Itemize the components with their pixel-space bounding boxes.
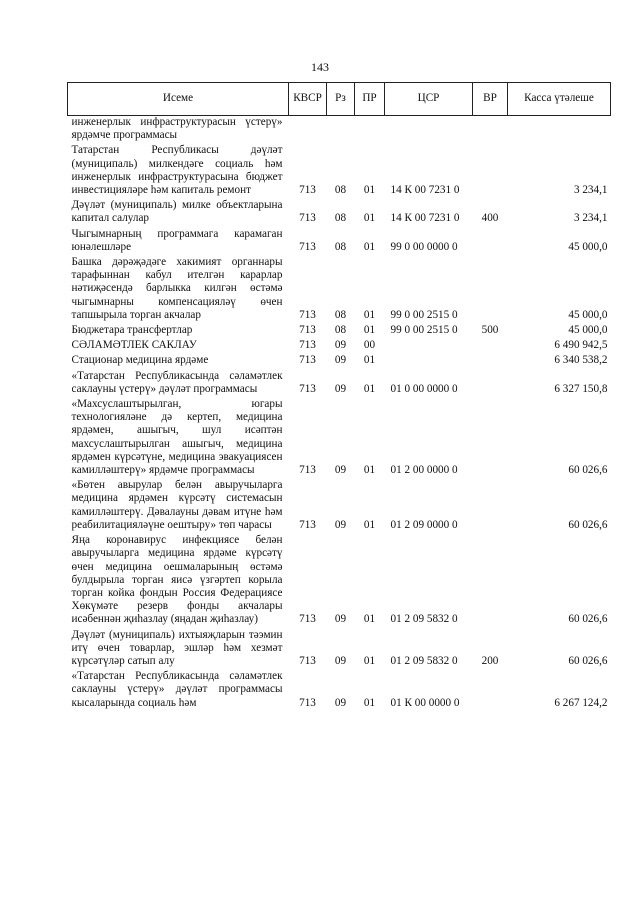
table-row: [68, 629, 611, 671]
row-kvsr: 713: [299, 184, 316, 197]
row-pr: 01: [363, 308, 376, 321]
row-csr: [385, 116, 473, 145]
row-csr: 14 К 00 7231 0: [390, 184, 460, 197]
table-row: [68, 354, 611, 369]
row-kvsr: 713: [299, 518, 316, 531]
row-kvsr: 713: [299, 696, 316, 709]
table-row: [68, 398, 611, 479]
row-sum: 45 000,0: [568, 324, 608, 337]
row-vr: 200: [481, 654, 499, 667]
row-kvsr: [289, 116, 327, 145]
table-row: [68, 670, 611, 712]
row-csr: 99 0 00 2515 0: [390, 308, 458, 321]
table-row: [68, 370, 611, 398]
row-csr: 99 0 00 0000 0: [390, 240, 458, 253]
row-pr: 01: [363, 212, 376, 225]
row-vr: [473, 398, 508, 479]
row-name: Дәүләт (муниципаль) ихтыяҗларын тәэмин итү өчен товарлар, эшләр һәм хезмәт күрсәтүләр сатып алу: [71, 628, 283, 667]
table-row: [68, 256, 611, 324]
row-rz: 09: [334, 354, 347, 367]
header-rz: Рз: [327, 83, 355, 116]
row-sum: 3 234,1: [573, 212, 608, 225]
row-kvsr: 713: [299, 339, 316, 352]
row-vr: [473, 339, 508, 354]
row-rz: 08: [334, 184, 347, 197]
row-rz: 08: [334, 240, 347, 253]
row-csr: 01 2 09 5832 0: [390, 613, 458, 626]
table-header-row: [68, 83, 611, 116]
row-pr: 01: [363, 696, 376, 709]
row-vr: 500: [481, 324, 499, 337]
row-csr: 14 К 00 7231 0: [390, 212, 460, 225]
table-row: [68, 199, 611, 227]
row-rz: 09: [334, 696, 347, 709]
row-sum: 6 490 942,5: [554, 339, 608, 352]
row-csr: [385, 354, 473, 369]
row-name: Башка дәрәҗәдәге хакимият органнары тарафыннан кабул ителгән карарлар нәтиҗәсендә барлыкка килгән өстәмә чыгымнарны компенсацияләү өчен тапшырыла торган акчалар: [71, 256, 283, 321]
row-csr: [385, 339, 473, 354]
table-row: [68, 339, 611, 354]
row-rz: [327, 116, 355, 145]
table-row: [68, 324, 611, 339]
row-kvsr: 713: [299, 354, 316, 367]
row-pr: [355, 116, 385, 145]
row-pr: 01: [363, 324, 376, 337]
row-sum: 6 267 124,2: [554, 696, 608, 709]
row-sum: 45 000,0: [568, 308, 608, 321]
row-name: Дәүләт (муниципаль) милке объектларына капитал салулар: [71, 199, 283, 225]
header-pr: ПР: [355, 83, 385, 116]
row-csr: 01 2 09 5832 0: [390, 654, 458, 667]
table-row: [68, 534, 611, 628]
row-vr: [473, 479, 508, 534]
row-name: инженерлык инфраструктурасын үстерү» ярдәмче программасы: [71, 116, 283, 142]
table-row: [68, 116, 611, 145]
row-name: «Бөтен авырулар белән авыручыларга медицина ярдәмен күрсәтү системасын камилләштерү. Дәвалауны дәвам итүне һәм реабилитацияләүне оештыру» төп чарасы: [71, 479, 283, 531]
row-vr: [473, 370, 508, 398]
row-kvsr: 713: [299, 324, 316, 337]
row-rz: 09: [334, 654, 347, 667]
row-rz: 09: [334, 382, 347, 395]
row-name: Яңа коронавирус инфекциясе белән авыручыларга медицина ярдәме күрсәтү өчен медицина оешмаларының өстәмә булдырыла торган яисә үзгәртеп корыла торган койка фондын Россия Федерациясе Хөкүмәте резерв фонды акчалары исәбеннән җиһазлау (яңадан җиһазлау): [71, 534, 283, 626]
row-rz: 08: [334, 308, 347, 321]
header-csr: ЦСР: [385, 83, 473, 116]
row-vr: [473, 670, 508, 712]
row-name: «Татарстан Республикасында сәламәтлек саклауны үстерү» дәүләт программасы: [71, 369, 283, 395]
row-rz: 08: [334, 324, 347, 337]
row-vr: 400: [481, 212, 499, 225]
row-sum: 6 340 538,2: [554, 354, 608, 367]
header-kvsr: КВСР: [289, 83, 327, 116]
row-rz: 09: [334, 464, 347, 477]
table-row: [68, 479, 611, 534]
row-sum: 60 026,6: [568, 464, 608, 477]
header-sum: Касса үтәлеше: [508, 83, 611, 116]
row-kvsr: 713: [299, 308, 316, 321]
table-row: [68, 144, 611, 199]
row-kvsr: 713: [299, 613, 316, 626]
row-sum: 3 234,1: [573, 184, 608, 197]
header-name: Исеме: [68, 83, 289, 116]
row-kvsr: 713: [299, 464, 316, 477]
table-row: [68, 228, 611, 256]
row-rz: 09: [334, 613, 347, 626]
row-pr: 01: [363, 464, 376, 477]
row-name: Стационар медицина ярдәме: [71, 354, 209, 367]
row-vr: [473, 256, 508, 324]
row-sum: 60 026,6: [568, 518, 608, 531]
row-name: Чыгымнарның программага карамаган юнәлешләре: [71, 227, 283, 253]
row-kvsr: 713: [299, 382, 316, 395]
row-name: СӘЛАМӘТЛЕК САКЛАУ: [71, 339, 197, 352]
row-sum: [508, 116, 611, 145]
row-csr: 99 0 00 2515 0: [390, 324, 458, 337]
row-pr: 01: [363, 240, 376, 253]
row-sum: 60 026,6: [568, 654, 608, 667]
row-pr: 01: [363, 613, 376, 626]
row-vr: [473, 228, 508, 256]
row-name: «Татарстан Республикасында сәламәтлек саклауны үстерү» дәүләт программасы кысаларында социаль һәм: [71, 670, 283, 709]
row-kvsr: 713: [299, 212, 316, 225]
row-name: Бюджетара трансфертлар: [71, 324, 193, 337]
row-csr: 01 0 00 0000 0: [390, 382, 458, 395]
row-pr: 01: [363, 354, 376, 367]
page-number: 143: [311, 60, 329, 74]
table-body: [68, 116, 611, 712]
row-vr: [473, 534, 508, 628]
row-csr: 01 2 09 0000 0: [390, 518, 458, 531]
row-kvsr: 713: [299, 654, 316, 667]
row-pr: 01: [363, 184, 376, 197]
row-sum: 60 026,6: [568, 613, 608, 626]
row-vr: [473, 116, 508, 145]
row-name: «Махсуслаштырылган, югары технологияләне дә кертеп, медицина ярдәмен, ашыгыч, шул исәптән махсуслаштырылган ашыгыч, медицина ярдәмен күрсәтүне, медицина эвакуациясен камилләштерү» ярдәмче программасы: [71, 398, 283, 477]
row-kvsr: 713: [299, 240, 316, 253]
budget-table: [67, 82, 611, 712]
row-rz: 08: [334, 212, 347, 225]
row-vr: [473, 354, 508, 369]
row-pr: 01: [363, 382, 376, 395]
header-vr: ВР: [473, 83, 508, 116]
row-csr: 01 К 00 0000 0: [390, 696, 460, 709]
row-name: Татарстан Республикасы дәүләт (муниципаль) милкендәге социаль һәм инженерлык инфраструктурасына бюджет инвестицияләре һәм капиталь ремонт: [71, 144, 283, 197]
row-rz: 09: [334, 339, 347, 352]
row-sum: 6 327 150,8: [554, 382, 608, 395]
row-csr: 01 2 00 0000 0: [390, 464, 458, 477]
row-rz: 09: [334, 518, 347, 531]
row-sum: 45 000,0: [568, 240, 608, 253]
row-vr: [473, 144, 508, 199]
row-pr: 01: [363, 654, 376, 667]
row-pr: 01: [363, 518, 376, 531]
row-pr: 00: [363, 339, 376, 352]
